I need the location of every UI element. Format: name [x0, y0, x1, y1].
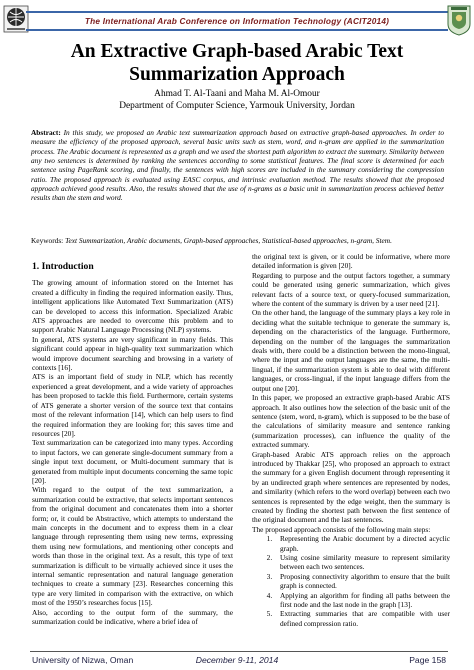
university-seal-icon: [446, 2, 472, 36]
paper-title: [0, 40, 474, 86]
page-header: [0, 0, 474, 38]
abstract-text: In this study, we proposed an Arabic text summarization approach based on extractive graph-based approaches. In order to measure the efficiency of the proposed approach, several basic units such as stem, word, and n-gram are applied in the summarization process. The Arabic document is represented as a graph and we used the shortest path algorithm to extract the summary. Similarity between any two sentences is determined by ranking the sentences according to some statistical features. The final score is determined for each sentence using PageRank scoring, and finally, the sentences with high scores are included in the summary considering the compression ratio. The proposed approach is evaluated using EASC corpus, and intrinsic evaluation method. The results showed that the proposed approach achieved good results. Also, the results showed that the use of n-grams as a basic unit in summarization process achieved better results than the stem and word.: [31, 128, 444, 203]
header-rule: [26, 11, 448, 31]
paragraph: With regard to the output of the text summarization, a summarization could be extractive, that selects important sentences from the original document and concatenates them into a shorter form; or, it could be Abstractive, which attempts to understand the main concepts in the document and to express them in a clear language through representing them using new terms, expressing them using new formulations, and mentioning other concepts and words than those in the original text. As a result, this type of text summarization is difficult to be virtually achieved since it uses the internal semantic representation and natural language generation techniques to create a summary [23]. Researches concerning this type are very limited in comparison with the extractive, on which most of the 1950’s researches focus [15].: [32, 485, 233, 608]
list-item: 4. Applying an algorithm for finding all paths between the first node and the last node in the graph [13].: [274, 591, 450, 610]
list-item: 2. Using cosine similarity measure to represent similarity between each two sentences.: [274, 553, 450, 572]
abstract-label: Abstract:: [31, 128, 61, 137]
paragraph: In this paper, we proposed an extractive graph-based Arabic ATS approach. It also outlines how the selection of the basic unit of the sentence (stem, word, n-gram), which is supposed to be the base of the calculations of similarity measure and sentence ranking (summarization processes), can influence the quality of the extracted summary.: [252, 393, 450, 450]
list-item: 1. Representing the Arabic document by a directed acyclic graph.: [274, 534, 450, 553]
paragraph: The growing amount of information stored on the Internet has created a difficulty in finding the required information easily. Thus, intelligent applications like Automated Text Summarization (ATS) can be developed to access this information. Specialized Arabic ATS approaches are needed to overcome this problem and to support Arabic Natural Language Processing (NLP) systems.: [32, 278, 233, 335]
paragraph: On the other hand, the language of the summary plays a key role in deciding what the suitable technique to generate the summary is, depending on the characteristics of the language. Furthermore, depending on the number of the languages the summarization deals with, there could be a distinction between the mono-lingual, where the input and the output languages are the same, the multi-lingual, if the summarization system is able to deal with different languages, or cross-lingual, if the input language differs from the output one [20].: [252, 308, 450, 393]
keywords-text: Text Summarization, Arabic documents, Graph-based approaches, Statistical-based approaches, n-gram, Stem.: [65, 236, 392, 245]
paragraph: the original text is given, or it could be informative, where more detailed information is given [20].: [252, 252, 450, 271]
paragraph: Text summarization can be categorized into many types. According to input factors, we can generate single-document summary from a single input text document, or Multi-document summary that is generated from multiple input documents concerning the same topic [20].: [32, 438, 233, 485]
title-line-1: An Extractive Graph-based Arabic Text: [70, 41, 404, 62]
abstract: [31, 128, 444, 203]
right-column: [252, 252, 450, 628]
left-column: [32, 262, 233, 626]
title-line-2: Summarization Approach: [129, 64, 345, 85]
paragraph: The proposed approach consists of the following main steps:: [252, 524, 431, 534]
list-item: 3. Proposing connectivity algorithm to ensure that the built graph is connected.: [274, 572, 450, 591]
steps-list: [252, 534, 450, 628]
paragraph: In general, ATS systems are very significant in many fields. This significant could appear in high-quality text summarization which would improve document searching and browsing in a variety of contexts [16].: [32, 334, 233, 373]
conference-name: The International Arab Conference on Information Technology (ACIT2014): [84, 16, 390, 26]
paragraph: Regarding to purpose and the output factors together, a summary could be generated using generic summarization, which gives relevant facts of a source text, or query-focused summarization, where the content of the summary is driven by a user need [21].: [252, 270, 450, 309]
keywords-label: Keywords:: [31, 236, 64, 245]
paragraph: Also, according to the output form of the summary, the summarization could be indicative, where a brief idea of: [32, 607, 233, 627]
list-item: 5. Extracting summaries that are compatible with user defined compression ratio.: [274, 609, 450, 628]
section-heading: 1. Introduction: [32, 261, 94, 272]
author-block: [0, 88, 474, 112]
author-names: Ahmad T. Al-Taani and Maha M. Al-Omour: [154, 89, 320, 99]
author-affiliation: Department of Computer Science, Yarmouk University, Jordan: [119, 101, 355, 111]
footer-rule: [30, 651, 448, 652]
keywords: [31, 236, 444, 245]
footer-location: University of Nizwa, Oman: [32, 655, 134, 665]
paragraph: ATS is an important field of study in NLP, which has recently experienced a great development, and a wide variety of approaches has been proposed to tackle this field. Furthermore, certain systems of ATS generate a shorter version of the source text that contains most of the relevant information [14], which can help users to find the required information they are looking for; this saves time and resources [20].: [32, 372, 233, 438]
footer-date: December 9-11, 2014: [195, 655, 279, 665]
page-number: Page 158: [409, 655, 446, 665]
paragraph: Graph-based Arabic ATS approach relies on the approach introduced by Thakkar [25], who proposed an approach to extract the summary for a given English document through representing it by an undirected graph where sentences are represented by nodes, and similarity (which refers to the word overlap) between each two sentences is represented by the edge weight, then the summary is created by finding the shortest path between the first sentence of the original document and the last sentences.: [252, 449, 450, 525]
page-footer: [0, 647, 474, 670]
